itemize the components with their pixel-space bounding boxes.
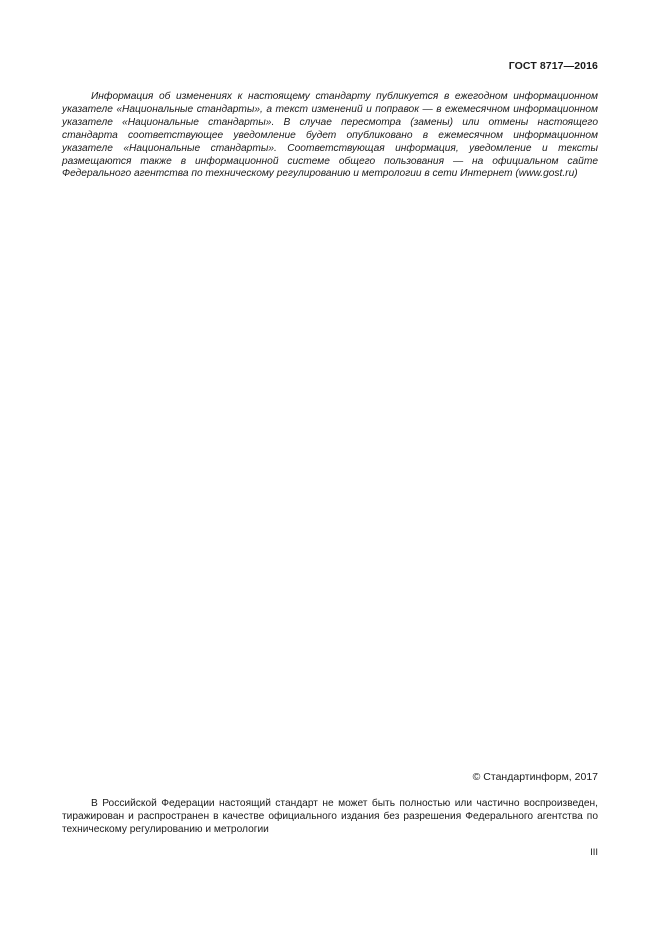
reproduction-notice: [62, 797, 598, 837]
page-number: III: [590, 847, 598, 858]
standard-info-paragraph: Информация об изменениях к настоящему стандарту публикуется в ежегодном информационном указателе «Национальные стандарты», а текст изменений и поправок — в ежемесячном информационном указателе «Национальные стандарты». В случае пересмотра (замены) или отмены настоящего стандарта соответствующее уведомление будет опубликовано в ежемесячном информационном указателе «Национальные стандарты». Соответствующая информация, уведомление и тексты размещаются также в информационной системе общего пользования — на официальном сайте Федерального агентства по техническому регулированию и метрологии в сети Интернет (www.gost.ru): [62, 91, 598, 180]
copyright-line: © Стандартинформ, 2017: [472, 771, 598, 783]
document-header-id: ГОСТ 8717—2016: [508, 60, 598, 72]
standard-info-block: [62, 91, 598, 181]
reproduction-notice-paragraph: В Российской Федерации настоящий стандарт не может быть полностью или частично воспроизведен, тиражирован и распространен в качестве официального издания без разрешения Федерального агентства по техническому регулированию и метрологии: [62, 798, 598, 836]
